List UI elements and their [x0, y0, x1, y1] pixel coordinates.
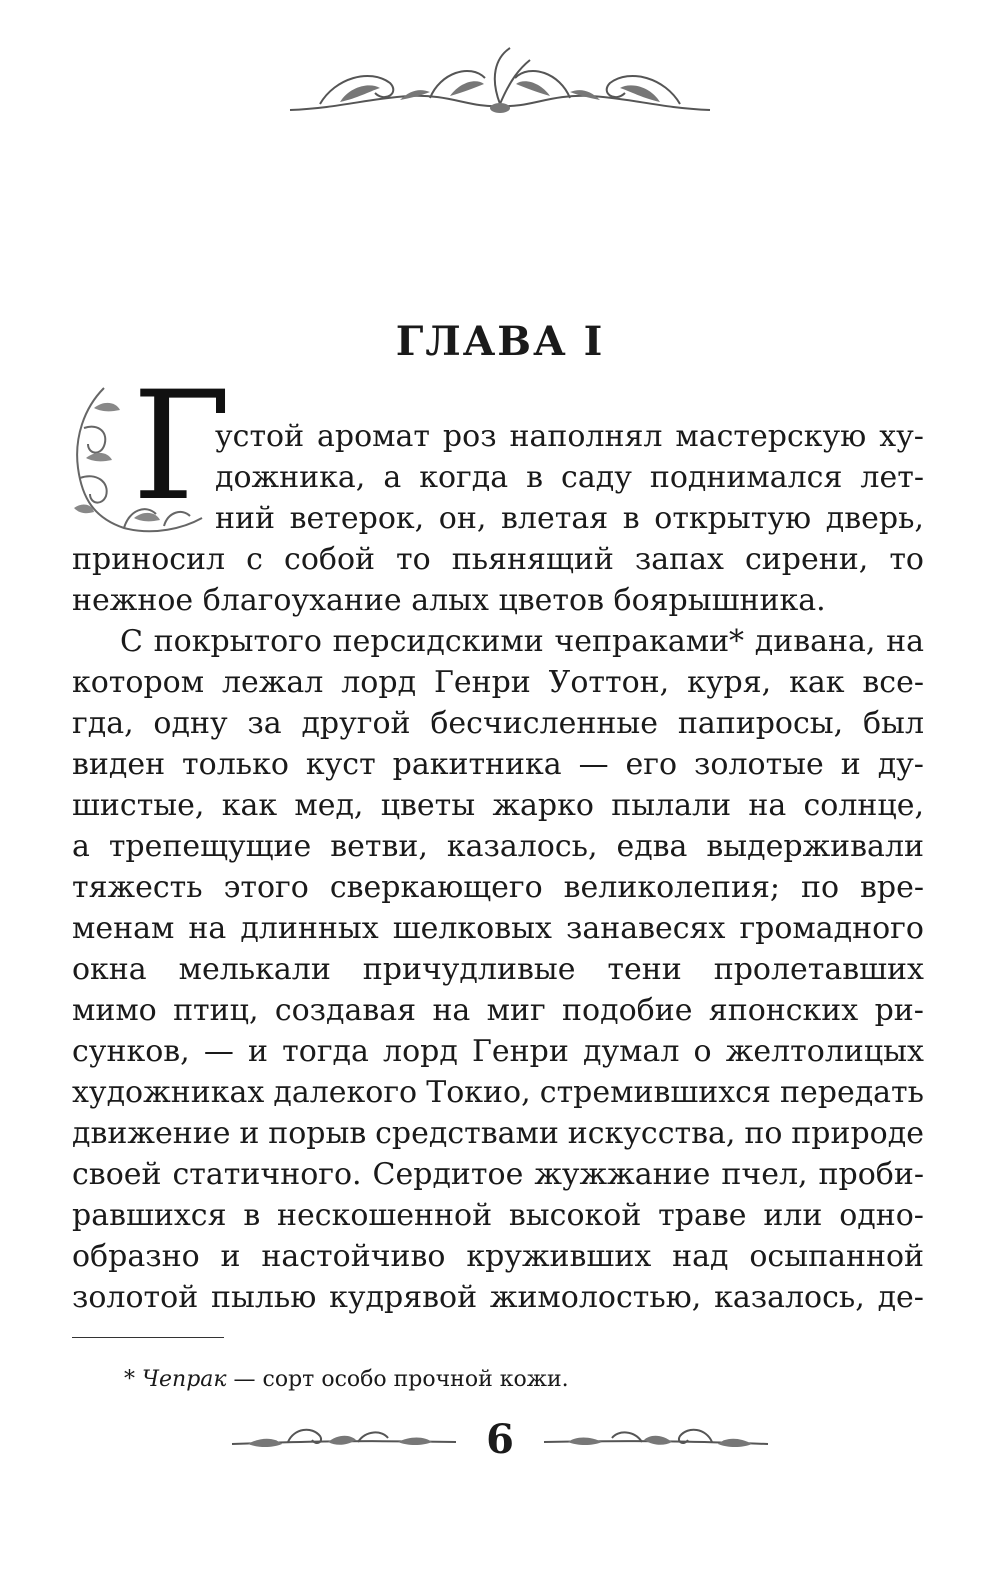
footnote-divider — [72, 1337, 224, 1338]
text-line-content: устой аромат роз наполнял мастерскую ху- — [215, 419, 924, 454]
footnote-term: Чепрак — [142, 1367, 227, 1392]
text-line — [72, 826, 924, 867]
page-number: 6 — [486, 1416, 514, 1463]
text-line-content: гда, одну за другой бесчисленные папиросы, был — [72, 706, 924, 741]
text-line — [72, 867, 924, 908]
text-line — [72, 785, 924, 826]
footnote-marker: * — [124, 1367, 135, 1392]
text-line — [72, 990, 924, 1031]
text-line-content: ний ветерок, он, влетая в открытую дверь, — [215, 501, 924, 536]
drop-cap-letter: Г — [132, 360, 232, 534]
text-line-content: равшихся в нескошенной высокой траве или одно- — [72, 1198, 924, 1233]
text-line — [72, 1031, 924, 1072]
text-line — [72, 621, 924, 662]
text-line-content: менам на длинных шелковых занавесях громадного — [72, 911, 924, 946]
text-line-content: движение и порыв средствами искусства, по природе — [72, 1116, 924, 1151]
text-line — [72, 744, 924, 785]
text-line-content: мимо птиц, создавая на миг подобие японских ри- — [72, 993, 924, 1028]
text-line-content: сунков, — и тогда лорд Генри думал о желтолицых — [72, 1034, 924, 1069]
text-line — [215, 457, 924, 498]
body-text — [72, 416, 924, 1318]
text-line-content: а трепещущие ветви, казалось, едва выдерживали — [72, 829, 924, 864]
text-line — [215, 416, 924, 457]
text-line — [72, 1195, 924, 1236]
text-line-content: С покрытого персидскими чепраками* дивана, на — [120, 624, 924, 659]
bottom-right-ornament-icon — [540, 1418, 772, 1466]
text-line — [72, 949, 924, 990]
text-line — [72, 1236, 924, 1277]
text-line — [72, 1113, 924, 1154]
top-ornament-icon — [280, 38, 720, 128]
text-line-content: виден только куст ракитника — его золотые и ду- — [72, 747, 924, 782]
bottom-left-ornament-icon — [228, 1418, 460, 1466]
text-line-content: котором лежал лорд Генри Уоттон, куря, как все- — [72, 665, 924, 700]
text-line-content: шистые, как мед, цветы жарко пылали на солнце, — [72, 788, 924, 823]
text-line-content: художниках далекого Токио, стремившихся передать — [72, 1075, 924, 1110]
text-line-content: золотой пылью кудрявой жимолостью, казалось, де- — [72, 1280, 924, 1315]
text-line — [72, 1154, 924, 1195]
footnote — [124, 1366, 569, 1394]
text-line-content: тяжесть этого сверкающего великолепия; по вре- — [72, 870, 924, 905]
text-line-content: дожника, а когда в саду поднимался лет- — [215, 460, 924, 495]
text-line-content: приносил с собой то пьянящий запах сирени, то — [72, 542, 924, 577]
text-line-content: окна мелькали причудливые тени пролетавших — [72, 952, 924, 987]
text-line-content: нежное благоухание алых цветов боярышника. — [72, 583, 826, 618]
text-line — [72, 662, 924, 703]
text-line — [72, 703, 924, 744]
text-line — [72, 539, 924, 580]
text-line-content: своей статичного. Сердитое жужжание пчел, проби- — [72, 1157, 924, 1192]
text-line — [72, 1072, 924, 1113]
text-line — [72, 908, 924, 949]
text-line-content: образно и настойчиво круживших над осыпанной — [72, 1239, 924, 1274]
chapter-title: ГЛАВА I — [395, 318, 605, 365]
text-line — [215, 498, 924, 539]
text-line — [72, 580, 924, 621]
text-line — [72, 1277, 924, 1318]
footnote-text: — сорт особо прочной кожи. — [233, 1367, 569, 1392]
